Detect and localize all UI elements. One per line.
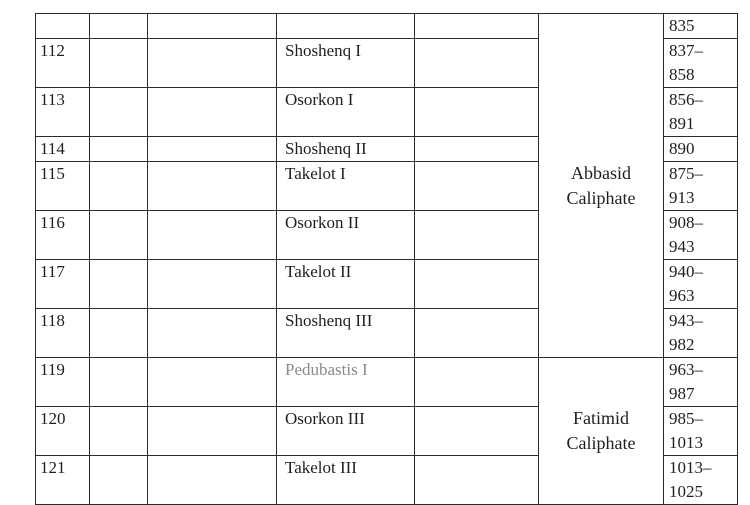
row-number: 117	[40, 262, 65, 281]
number-cell	[36, 260, 90, 309]
table-row	[36, 14, 740, 39]
empty-cell	[90, 407, 148, 456]
ruler-name: Shoshenq III	[285, 311, 373, 330]
years-cell	[664, 39, 738, 88]
empty-cell	[415, 14, 539, 39]
years-cell	[664, 88, 738, 137]
years-text: 908–	[669, 213, 703, 232]
ruler-cell	[277, 162, 415, 211]
years-text: 943	[669, 237, 695, 256]
ruler-name: Pedubastis I	[285, 360, 368, 379]
years-text: 987	[669, 384, 695, 403]
years-text: 963–	[669, 360, 703, 379]
row-number: 118	[40, 311, 65, 330]
years-text: 856–	[669, 90, 703, 109]
years-cell	[664, 456, 738, 505]
ruler-cell	[277, 309, 415, 358]
ruler-cell	[277, 456, 415, 505]
empty-cell	[90, 162, 148, 211]
empty-cell	[148, 162, 277, 211]
empty-cell	[148, 309, 277, 358]
years-text: 985–	[669, 409, 703, 428]
row-number: 119	[40, 360, 65, 379]
empty-cell	[415, 162, 539, 211]
ruler-name: Takelot I	[285, 164, 346, 183]
ruler-cell	[277, 14, 415, 39]
years-text: 1013–	[669, 458, 712, 477]
years-text: 891	[669, 114, 695, 133]
empty-cell	[148, 211, 277, 260]
ruler-name: Osorkon I	[285, 90, 354, 109]
number-cell	[36, 88, 90, 137]
empty-cell	[90, 456, 148, 505]
years-text: 890	[669, 139, 695, 158]
years-cell	[664, 407, 738, 456]
years-text: 943–	[669, 311, 703, 330]
empty-cell	[90, 14, 148, 39]
empty-cell	[415, 137, 539, 162]
empty-cell	[148, 260, 277, 309]
years-text: 1025	[669, 482, 703, 501]
years-text: 982	[669, 335, 695, 354]
years-text: 837–	[669, 41, 703, 60]
row-number: 114	[40, 139, 65, 158]
years-cell	[664, 358, 738, 407]
row-number: 121	[40, 458, 66, 477]
years-text: 963	[669, 286, 695, 305]
ruler-name: Osorkon II	[285, 213, 360, 232]
table-row	[36, 358, 740, 407]
empty-cell	[415, 407, 539, 456]
number-cell	[36, 162, 90, 211]
empty-cell	[415, 456, 539, 505]
dynasty-name: Abbasid	[571, 162, 631, 183]
empty-cell	[415, 39, 539, 88]
number-cell	[36, 211, 90, 260]
empty-cell	[415, 260, 539, 309]
row-number: 120	[40, 409, 66, 428]
row-number: 115	[40, 164, 65, 183]
ruler-cell	[277, 137, 415, 162]
empty-cell	[148, 358, 277, 407]
number-cell	[36, 14, 90, 39]
years-cell	[664, 260, 738, 309]
empty-cell	[415, 211, 539, 260]
empty-cell	[148, 88, 277, 137]
years-text: 1013	[669, 433, 703, 452]
ruler-name: Osorkon III	[285, 409, 365, 428]
ruler-name: Shoshenq I	[285, 41, 362, 60]
years-cell	[664, 211, 738, 260]
row-number: 116	[40, 213, 65, 232]
years-text: 875–	[669, 164, 703, 183]
empty-cell	[90, 88, 148, 137]
years-cell	[664, 309, 738, 358]
empty-cell	[148, 137, 277, 162]
empty-cell	[90, 211, 148, 260]
ruler-cell	[277, 211, 415, 260]
empty-cell	[148, 39, 277, 88]
row-number: 113	[40, 90, 65, 109]
number-cell	[36, 309, 90, 358]
ruler-cell	[277, 88, 415, 137]
empty-cell	[148, 456, 277, 505]
ruler-cell	[277, 358, 415, 407]
years-cell	[664, 162, 738, 211]
ruler-name: Takelot II	[285, 262, 352, 281]
empty-cell	[148, 407, 277, 456]
years-text: 858	[669, 65, 695, 84]
empty-cell	[90, 309, 148, 358]
empty-cell	[90, 260, 148, 309]
empty-cell	[415, 309, 539, 358]
empty-cell	[415, 358, 539, 407]
years-text: 913	[669, 188, 695, 207]
number-cell	[36, 137, 90, 162]
number-cell	[36, 358, 90, 407]
ruler-cell	[277, 260, 415, 309]
row-number: 112	[40, 41, 65, 60]
ruler-name: Shoshenq II	[285, 139, 367, 158]
empty-cell	[415, 88, 539, 137]
dynasty-name: Caliphate	[566, 433, 636, 453]
number-cell	[36, 407, 90, 456]
years-cell	[664, 137, 738, 162]
empty-cell	[148, 14, 277, 39]
dynasty-name: Caliphate	[566, 187, 636, 208]
dynasty-name: Fatimid	[572, 408, 629, 428]
dynasty-cell	[539, 358, 664, 505]
empty-cell	[90, 137, 148, 162]
chronology-table	[35, 13, 740, 505]
years-text: 835	[669, 16, 695, 35]
ruler-name: Takelot III	[285, 458, 357, 477]
ruler-cell	[277, 407, 415, 456]
years-cell	[664, 14, 738, 39]
number-cell	[36, 456, 90, 505]
number-cell	[36, 39, 90, 88]
empty-cell	[90, 358, 148, 407]
dynasty-cell	[539, 14, 664, 358]
ruler-cell	[277, 39, 415, 88]
empty-cell	[90, 39, 148, 88]
years-text: 940–	[669, 262, 703, 281]
